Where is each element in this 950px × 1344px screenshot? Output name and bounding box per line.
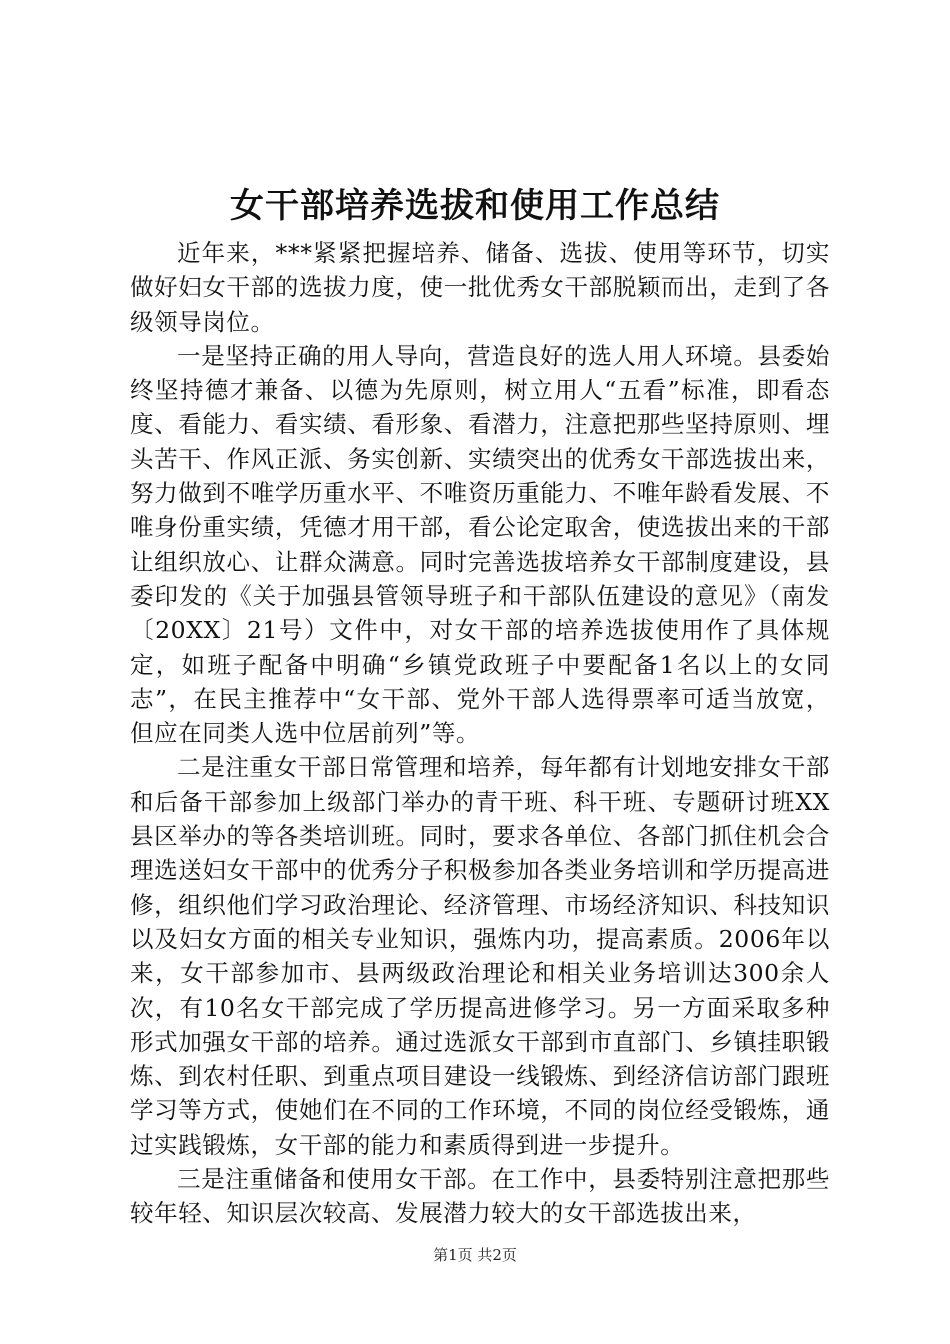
page-footer: 第1页 共2页 [433,1246,517,1264]
paragraph-intro: 近年来，***紧紧把握培养、储备、选拔、使用等环节，切实做好妇女干部的选拔力度，使一批优秀女干部脱颖而出，走到了各级领导岗位。 [130,239,830,336]
paragraph-point-one: 一是坚持正确的用人导向，营造良好的选人用人环境。县委始终坚持德才兼备、以德为先原则，树立用人“五看”标准，即看态度、看能力、看实绩、看形象、看潜力，注意把那些坚持原则、埋头苦干、作风正派、务实创新、实绩突出的优秀女干部选拔出来，努力做到不唯学历重水平、不唯资历重能力、不唯年龄看发展、不唯身份重实绩，凭德才用干部，看公论定取舍，使选拔出来的干部让组织放心、让群众满意。同时完善选拔培养女干部制度建设，县委印发的《关于加强县管领导班子和干部队伍建设的意见》（南发〔20XX〕21号）文件中，对女干部的培养选拔使用作了具体规定，如班子配备中明确“乡镇党政班子中要配备1名以上的女同志”，在民主推荐中“女干部、党外干部人选得票率可适当放宽，但应在同类人选中位居前列”等。 [130,341,830,748]
document-title: 女干部培养选拔和使用工作总结 [230,186,720,226]
paragraph-point-three: 三是注重储备和使用女干部。在工作中，县委特别注意把那些较年轻、知识层次较高、发展潜力较大的女干部选拔出来， [130,1165,830,1228]
document-body [130,236,830,1231]
paragraph-point-two: 二是注重女干部日常管理和培养，每年都有计划地安排女干部和后备干部参加上级部门举办的青干班、科干班、专题研讨班XX县区举办的等各类培训班。同时，要求各单位、各部门抓住机会合理选送妇女干部中的优秀分子积极参加各类业务培训和学历提高进修，组织他们学习政治理论、经济管理、市场经济知识、科技知识以及妇女方面的相关专业知识，强炼内功，提高素质。2006年以来，女干部参加市、县两级政治理论和相关业务培训达300余人次，有10名女干部完成了学历提高进修学习。另一方面采取多种形式加强女干部的培养。通过选派女干部到市直部门、乡镇挂职锻炼、到农村任职、到重点项目建设一线锻炼、到经济信访部门跟班学习等方式，使她们在不同的工作环境，不同的岗位经受锻炼，通过实践锻炼，女干部的能力和素质得到进一步提升。 [130,753,830,1159]
